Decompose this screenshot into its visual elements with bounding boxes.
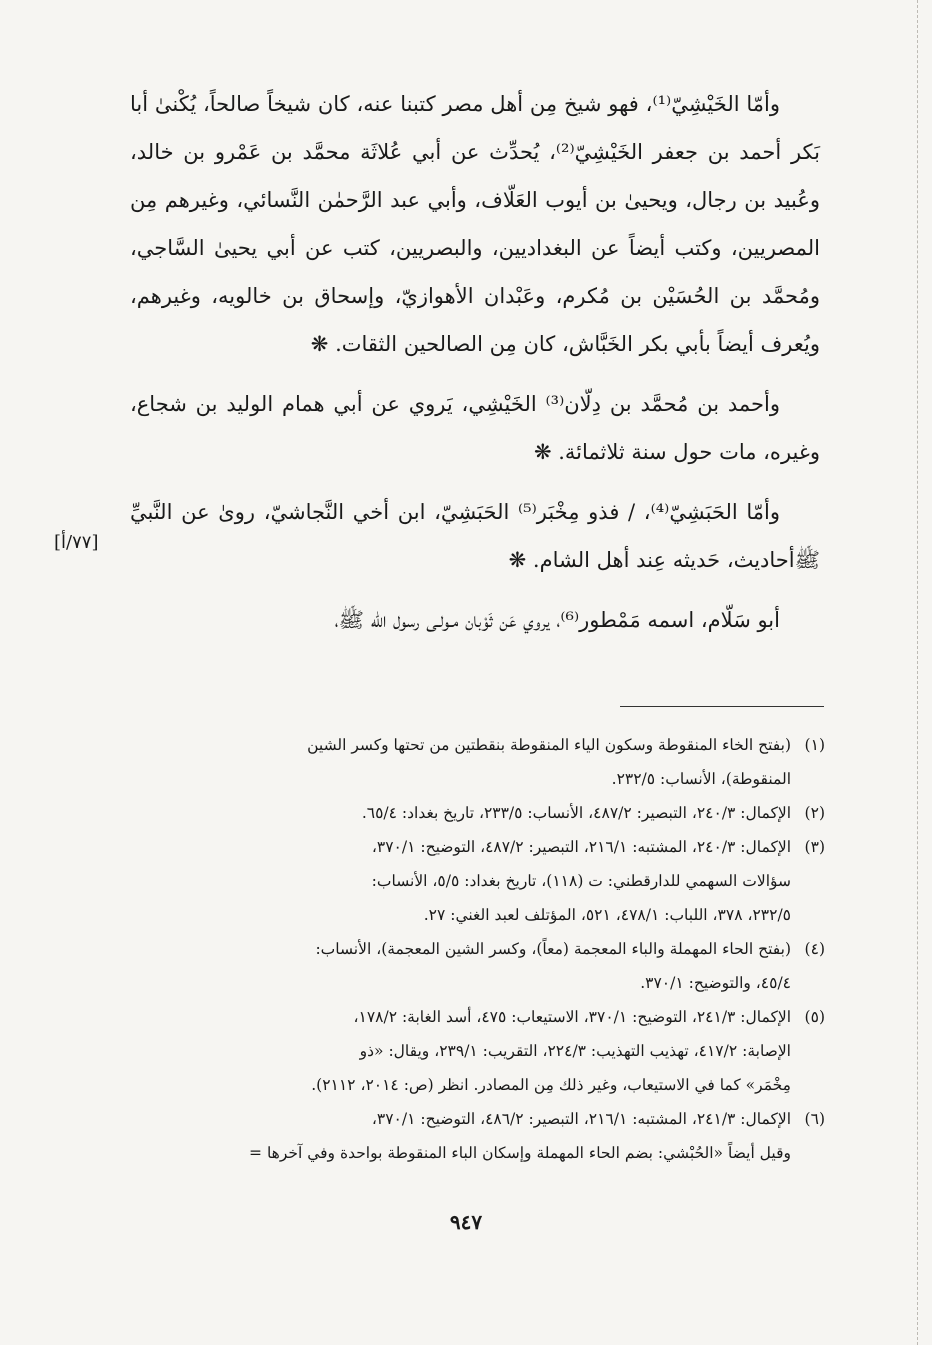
footnote-number: (١) — [804, 736, 825, 754]
paragraph-habashi: وأمّا الحَبَشِيّ⁽⁴⁾، / فذو مِخْبَر⁽⁵⁾ الحَبَشِيّ، ابن أخي النَّجاشيّ، روىٰ عن النَّبيِّ ﷺأحاديث، حَديثه عِند أهل الشام. ❋ — [130, 500, 820, 572]
footnote-line: (بفتح الخاء المنقوطة وسكون الياء المنقوطة بنقطتين من تحتها وكسر الشين — [307, 736, 791, 754]
footnote-4 — [135, 932, 825, 1000]
footnote-number: (٥) — [804, 1008, 825, 1026]
footnote-line: الإكمال: ٢٤٠/٣، التبصير: ٤٨٧/٢، الأنساب: ٢٣٣/٥، تاريخ بغداد: ٦٥/٤. — [361, 804, 791, 822]
footnote-number: (٤) — [804, 940, 825, 958]
footnote-line: الإصابة: ٤١٧/٢، تهذيب التهذيب: ٢٢٤/٣، التقريب: ٢٣٩/١، ويقال: «ذو — [359, 1042, 791, 1060]
main-text — [130, 80, 820, 644]
footnotes — [135, 728, 825, 1170]
footnote-3 — [135, 830, 825, 932]
footnote-6 — [135, 1102, 825, 1170]
manuscript-folio-reference: [٧٧/أ] — [54, 532, 99, 553]
footnote-line: (بفتح الحاء المهملة والباء المعجمة (معاً)، وكسر الشين المعجمة)، الأنساب: — [315, 940, 791, 958]
page-edge-dashed-line — [917, 0, 918, 1345]
footnote-separator — [620, 706, 824, 707]
footnote-line: الإكمال: ٢٤١/٣، التوضيح: ٣٧٠/١، الاستيعاب: ٤٧٥، أسد الغابة: ١٧٨/٢، — [353, 1008, 791, 1026]
footnote-2 — [135, 796, 825, 830]
footnote-line: المنقوطة)، الأنساب: ٢٣٢/٥. — [611, 770, 791, 788]
paragraph-abu-sallam: أبو سَلّام، اسمه مَمْطور⁽⁶⁾، يروي عَن ثَوْبان مـولـى رسول الله ﷺ، — [334, 608, 780, 632]
footnote-line: سؤالات السهمي للدارقطني: ت (١١٨)، تاريخ بغداد: ٥/٥، الأنساب: — [371, 872, 791, 890]
footnote-line: الإكمال: ٢٤١/٣، المشتبه: ٢١٦/١، التبصير: ٤٨٦/٢، التوضيح: ٣٧٠/١، — [371, 1110, 791, 1128]
page-number: ٩٤٧ — [449, 1210, 483, 1234]
footnote-5 — [135, 1000, 825, 1102]
footnote-1 — [135, 728, 825, 796]
footnote-number: (٢) — [804, 804, 825, 822]
footnote-number: (٣) — [804, 838, 825, 856]
footnote-line: مِخْمَر» كما في الاستيعاب، وغير ذلك مِن المصادر. انظر (ص: ٢٠١٤، ٢١١٢). — [311, 1076, 791, 1094]
footnote-number: (٦) — [804, 1110, 825, 1128]
footnote-line: ٤٥/٤، والتوضيح: ٣٧٠/١. — [640, 974, 791, 992]
paragraph-khayshi: وأمّا الخَيْشِيّ⁽¹⁾، فهو شيخ مِن أهل مصر كتبنا عنه، كان شيخاً صالحاً، يُكْنىٰ أبا بَكر أحمد بن جعفر الخَيْشِيّ⁽²⁾، يُحدِّث عن أبي عُلاثَة محمَّد بن عَمْرو بن خالد، وعُبيد بن رجال، ويحيىٰ بن أيوب العَلّاف، وأبي عبد الرَّحمٰن النَّسائي، وغيرهم مِن المصريين، وكتب أيضاً عن البغداديين، والبصريين، كتب عن أبي يحيىٰ السَّاجي، ومُحمَّد بن الحُسَيْن بن مُكرم، وعَبْدان الأهوازيّ، وإسحاق بن خالويه، وغيرهم، ويُعرف أيضاً بأبي بكر الخَبَّاش، كان مِن الصالحين الثقات. ❋ — [130, 92, 820, 356]
footnote-line: وقيل أيضاً «الحُبْشي: بضم الحاء المهملة وإسكان الباء المنقوطة بواحدة وفي آخرها = — [249, 1144, 791, 1162]
footnote-line: ٢٣٢/٥، ٣٧٨، اللباب: ٤٧٨/١، ٥٢١، المؤتلف لعبد الغني: ٢٧. — [423, 906, 791, 924]
paragraph-ibn-dillan: وأحمد بن مُحمَّد بن دِلّان⁽³⁾ الخَيْشِي، يَروي عن أبي همام الوليد بن شجاع، وغيره، مات حول سنة ثلاثمائة. ❋ — [130, 392, 820, 464]
footnote-line: الإكمال: ٢٤٠/٣، المشتبه: ٢١٦/١، التبصير: ٤٨٧/٢، التوضيح: ٣٧٠/١، — [371, 838, 791, 856]
